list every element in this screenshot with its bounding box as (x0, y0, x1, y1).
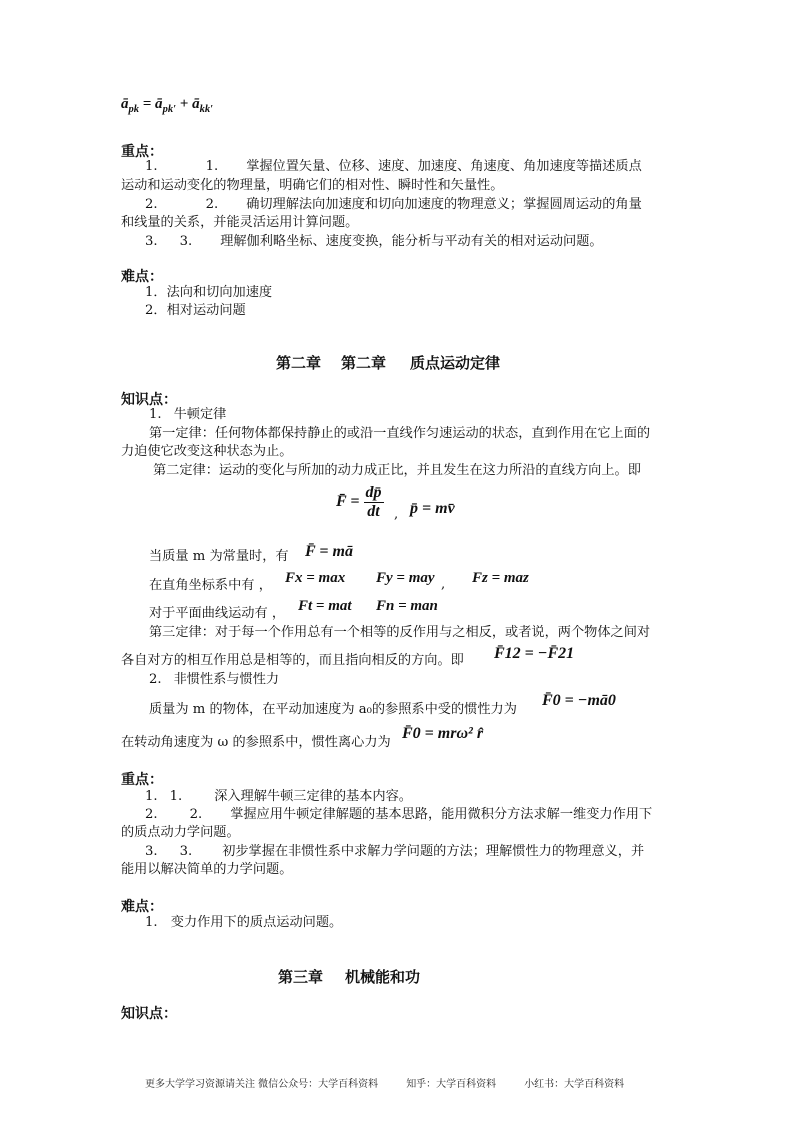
momentum-equation: p̄ = mv̄ (410, 500, 455, 517)
force-symbol: F̄ = (336, 493, 360, 511)
fraction-denominator: dt (367, 503, 380, 520)
translational-inertia-text: 质量为 m 的物体，在平动加速度为 a₀的参照系中受的惯性力为 (149, 702, 517, 717)
footer (145, 1075, 624, 1090)
ch2-item1-title: 1. 牛顿定律 (149, 407, 227, 422)
cartesian-eq-x: Fx = max (285, 570, 346, 586)
ch1-key-item-3: 3. 3. 理解伽利略坐标、速度变换，能分析与平动有关的相对运动问题。 (145, 234, 603, 249)
momentum-derivative-fraction (364, 484, 384, 521)
footer-zhihu: 知乎：大学百科资料 (406, 1079, 497, 1090)
ch2-difficulty-item-1: 1. 变力作用下的质点运动问题。 (145, 915, 343, 930)
cartesian-text: 在直角坐标系中有 ， (149, 578, 272, 593)
ch1-key-item-2-line-1: 2. 2. 确切理解法向加速度和切向加速度的物理意义；掌握圆周运动的角量 (145, 197, 642, 212)
top-formula (121, 96, 213, 115)
constant-mass-equation: F̄ = mā (305, 543, 353, 560)
fraction-numerator: dp̄ (365, 484, 382, 501)
ch1-difficulty-heading: 难点： (121, 269, 163, 285)
tangential-equation: Ft = mat (298, 598, 352, 614)
normal-equation: Fn = man (376, 598, 438, 614)
ch2-key-item-3-line-2: 能用以解决简单的力学问题。 (121, 862, 293, 877)
newton-third-law-line-2: 各自对方的相互作用总是相等的，而且指向相反的方向。即 (121, 653, 464, 668)
ch2-key-item-3-line-1: 3. 3. 初步掌握在非惯性系中求解力学问题的方法；理解惯性力的物理意义，并 (145, 844, 645, 859)
second-law-separator: , (394, 507, 399, 522)
ch1-key-item-1-line-1: 1. 1. 掌握位置矢量、位移、速度、加速度、角速度、角加速度等描述质点 (145, 159, 642, 174)
footer-xiaohongshu: 小红书：大学百科资料 (524, 1079, 625, 1090)
ch1-difficulty-item-1: 1．法向和切向加速度 (145, 285, 273, 300)
ch2-title: 第二章 第二章 质点运动定律 (276, 354, 501, 372)
cartesian-eq-y: Fy = may (376, 570, 435, 586)
ch2-item2-title: 2. 非惯性系与惯性力 (149, 672, 280, 687)
second-law-formula (336, 484, 384, 521)
translational-inertia-equation: F̄0 = −mā0 (542, 692, 616, 709)
centrifugal-equation: F̄0 = mrω² r̂ (402, 725, 484, 742)
cartesian-eq-z: Fz = maz (472, 570, 529, 586)
ch2-difficulty-heading: 难点： (121, 899, 163, 915)
ch2-key-item-1: 1. 1. 深入理解牛顿三定律的基本内容。 (145, 789, 412, 804)
newton-first-law-line-2: 力迫使它改变这种状态为止。 (121, 444, 293, 459)
ch1-difficulty-item-2: 2．相对运动问题 (145, 303, 246, 318)
ch3-title: 第三章 机械能和功 (278, 968, 421, 986)
constant-mass-text: 当质量 m 为常量时，有 (149, 549, 289, 564)
ch1-key-item-2-line-2: 和线量的关系，并能灵活运用计算问题。 (121, 215, 359, 230)
ch1-key-item-1-line-2: 运动和运动变化的物理量，明确它们的相对性、瞬时性和矢量性。 (121, 178, 504, 193)
ch2-key-item-2-line-1: 2. 2. 掌握应用牛顿定律解题的基本思路，能用微积分方法求解一维变力作用下 (145, 807, 653, 822)
newton-first-law-line-1: 第一定律：任何物体都保持静止的或沿一直线作匀速运动的状态，直到作用在它上面的 (149, 426, 651, 441)
ch2-key-heading: 重点： (121, 772, 163, 788)
newton-third-law-line-1: 第三定律：对于每一个作用总有一个相等的反作用与之相反，或者说，两个物体之间对 (149, 625, 651, 640)
ch3-knowledge-heading: 知识点： (121, 1006, 177, 1022)
ch2-key-item-2-line-2: 的质点动力学问题。 (121, 825, 240, 840)
footer-wechat: 更多大学学习资源请关注 微信公众号：大学百科资料 (145, 1079, 379, 1090)
third-law-equation: F̄12 = −F̄21 (494, 645, 575, 662)
newton-second-law: 第二定律：运动的变化与所加的动力成正比，并且发生在这力所沿的直线方向上。即 (153, 463, 641, 478)
centrifugal-text: 在转动角速度为 ω 的参照系中，惯性离心力为 (121, 735, 391, 750)
relative-acceleration-equation: $ā_{pk}$ = $ā_{pk'}$ + $ā_{kk'}$ (121, 96, 214, 115)
ch1-key-heading: 重点： (121, 144, 163, 160)
ch2-knowledge-heading: 知识点： (121, 392, 177, 408)
cartesian-separator: , (441, 577, 446, 592)
planar-curve-text: 对于平面曲线运动有 ， (149, 606, 286, 621)
